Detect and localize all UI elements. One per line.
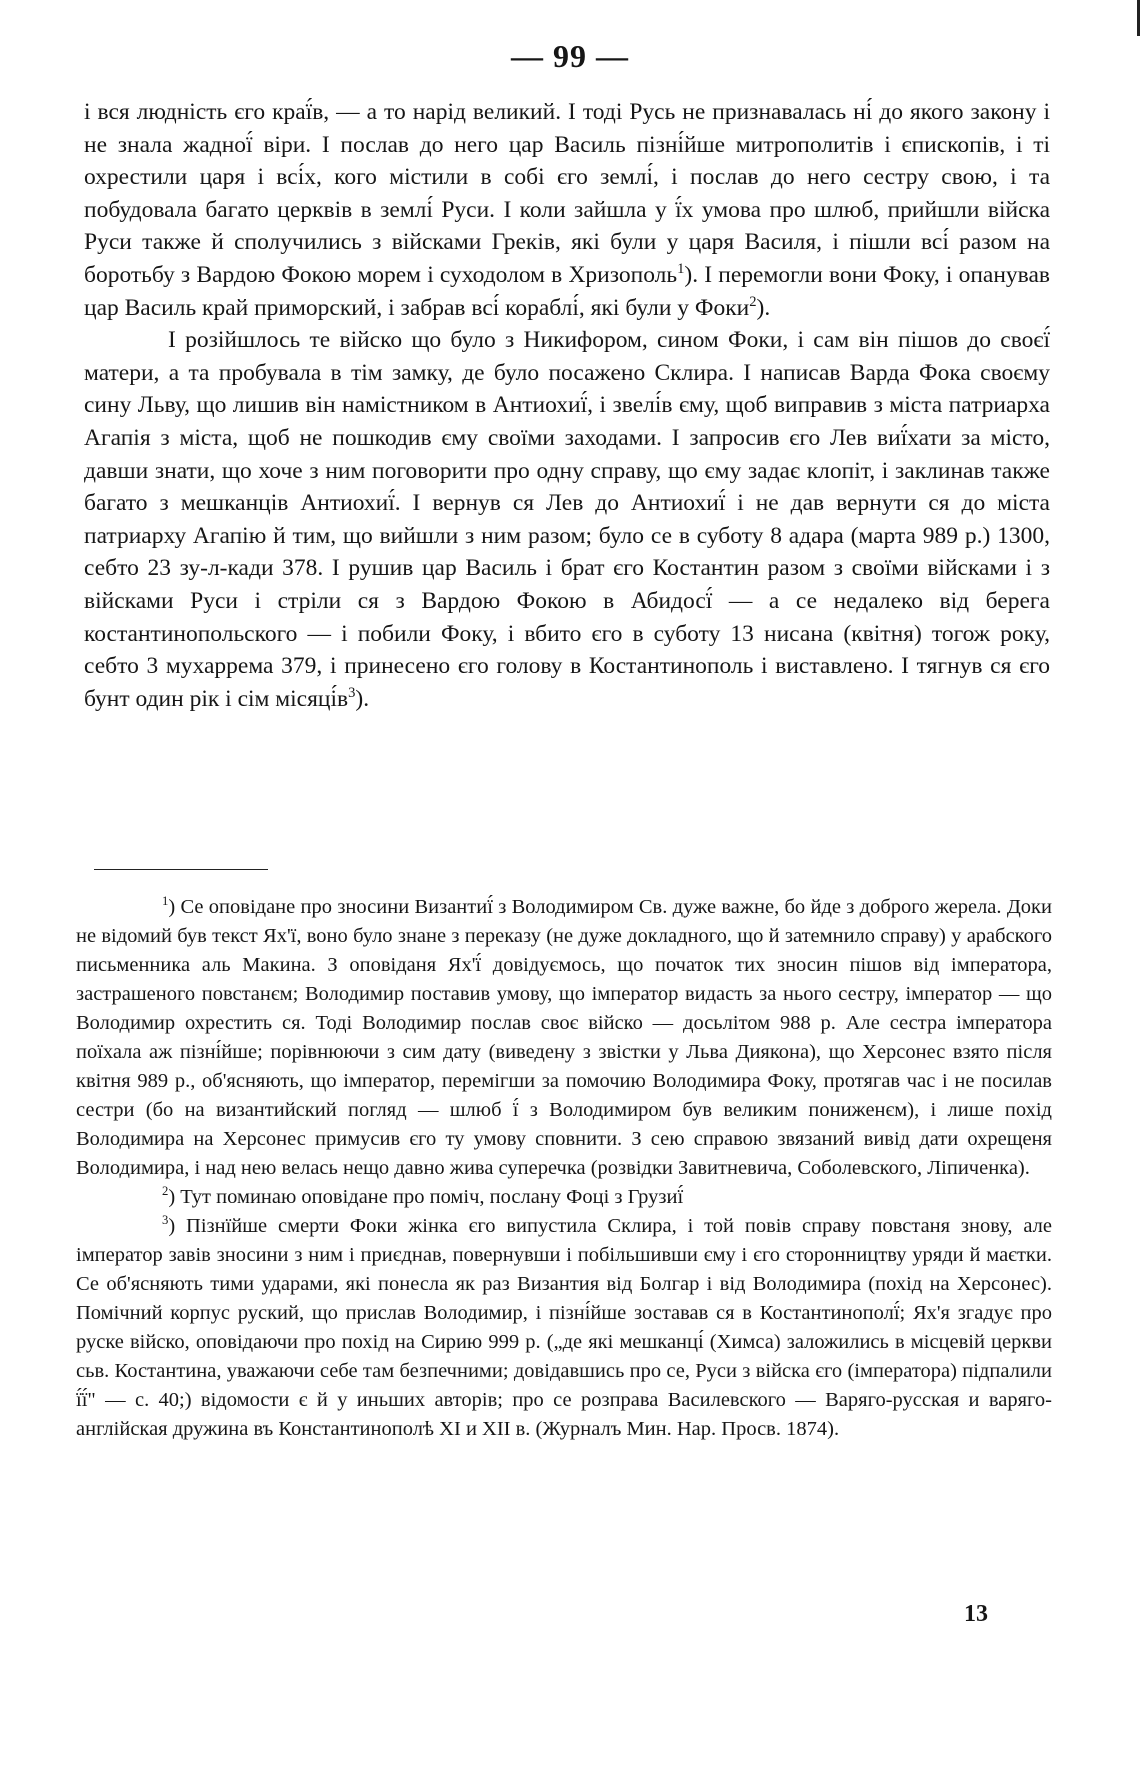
footnotes: [76, 893, 1052, 1444]
footnote-ref: 3: [348, 684, 356, 701]
paragraph-text: ). І перемогли вони Фоку, і опанував цар Василь край приморский, і забрав всі́ кораблі́, які були у Фоки: [84, 261, 1050, 321]
footnote-ref: 2: [749, 293, 757, 310]
footnote-marker: 1: [162, 894, 169, 909]
paragraph: [84, 324, 1050, 715]
footnote-divider: [94, 869, 268, 870]
footnote-marker: 2: [162, 1184, 169, 1199]
footnote-text: ) Пізнїйше смерти Фоки жінка єго випустила Склира, і той повів справу повстаня знову, але імператор завів зносини з ним і приєднав, повернувши і побільшивши єму і єго сторонництву уряди й маєтки. Се об'ясняють тими ударами, які понесла як раз Византия від Болгар і від Володимира (похід на Херсонес). Помічний корпус руский, що прислав Володимир, і пізні́йше зоставав ся в Костантинополї́; Ях'я згадує про руске війско, оповідаючи про похід на Сирию 999 р. („де які мешканці́ (Химса) заложились в місцевій церкви сьв. Костантина, уважаючи себе там безпечними; довідавшись про се, Руси з війска єго (імператора) підпалили ї́ї́" — с. 40;) відомости є й у иньших авторів; про се розправа Василевского — Варяго-русская и варяго-англійская дружина въ Константинополѣ XI и XII в. (Журналъ Мин. Нар. Просв. 1874).: [76, 1215, 1052, 1440]
footnote-text: ) Се оповідане про зносини Византиї́ з Володимиром Св. дуже важне, бо йде з доброго жерела. Доки не відомий був текст Ях'ї, воно було знане з переказу (не дуже докладного, що й затемнило справу) у арабского письменника аль Макина. З оповіданя Ях'ї́ довідуємось, що початок тих зносин пішов від імператора, застрашеного повстанєм; Володимир поставив умову, що імператор видасть за нього сестру, імператор — що Володимир охрестить ся. Тоді Володимир послав своє війско — досьлітом 988 р. Але сестра імператора поїхала аж пізні́йше; порівнюючи з сим дату (виведену з звістки у Льва Дияконa), що Херсонес взято після квітня 989 р., об'ясняють, що імператор, перемігши за помочию Володимира Фоку, протягав час і не посилав сестри (бо на византийский погляд — шлюб ї́ з Володимиром був великим пониженєм), і лише похід Володимира на Херсонес примусив єго ту умову сповнити. З сею справою звязаний вивід дати охрещеня Володимира, і над нею велась нещо давно жива суперечка (розвідки Завитневича, Соболевского, Ліпиченка).: [76, 896, 1052, 1179]
footnote-text: ) Тут поминаю оповідане про поміч, послану Фоці з Грузиї́: [168, 1186, 684, 1208]
footnote-ref: 1: [677, 261, 685, 278]
page-number: — 99 —: [511, 38, 629, 74]
paragraph: [84, 96, 1050, 324]
signature-mark: 13: [964, 1601, 988, 1627]
footnote: [76, 893, 1052, 1183]
main-text: [84, 96, 1050, 715]
footnote: [76, 1183, 1052, 1212]
footnote-marker: 3: [162, 1213, 169, 1228]
footnote: [76, 1212, 1052, 1444]
paragraph-text: ).: [756, 294, 771, 321]
paragraph-text: ).: [355, 685, 370, 712]
paragraph-text: І розійшлось те війско що було з Никифором, сином Фоки, і сам він пішов до своєї́ матери, а та пробувала в тім замку, де було посажено Склира. І написав Варда Фока своєму сину Льву, що лишив він намістником в Антиохиї́, і звелі́в єму, щоб виправив з міста патриарха Агапія з міста, щоб не пошкодив єму своїми заходами. І запросив єго Лев виї́хати за місто, давши знати, що хоче з ним поговорити про одну справу, що єму задає клопіт, і заклинав также багато з мешканців Антиохиї́. І вернув ся Лев до Антиохиї́ і не дав вернути ся до міста патриарху Агапію й тим, що вийшли з ним разом; було се в суботу 8 адара (марта 989 р.) 1300, себто 23 зу-л-кади 378. І рушив цар Василь і брат єго Костантин разом з своїми війсками і з війсками Руси і стріли ся з Вардою Фокою в Абидосї́ — а се недалеко від берега костантинопольского — і побили Фоку, і вбито єго в суботу 13 нисана (квітня) тогож року, себто 3 мухаррема 379, і принесено єго голову в Костантинополь і виставлено. І тягнув ся єго бунт один рік і сім місяці́в: [84, 327, 1050, 712]
paragraph-text: і вся людність єго краї́в, — а то нарід великий. І тоді Русь не признавалась ні́ до якого закону і не знала жадної́ віри. І послав до него цар Василь пізні́йше митрополитів і єпископів, і ті охрестили царя і всі́х, кого містили в собі єго землі́, і послав до него сестру свою, і та побудовала багато церквів в землі́ Руси. І коли зайшла у ї́х умова про шлюб, прийшли війска Руси также й сполучились з війсками Греків, які були у царя Василя, і пішли всі́ разом на боротьбу з Вардою Фокою морем і суходолом в Хризополь: [84, 99, 1050, 288]
